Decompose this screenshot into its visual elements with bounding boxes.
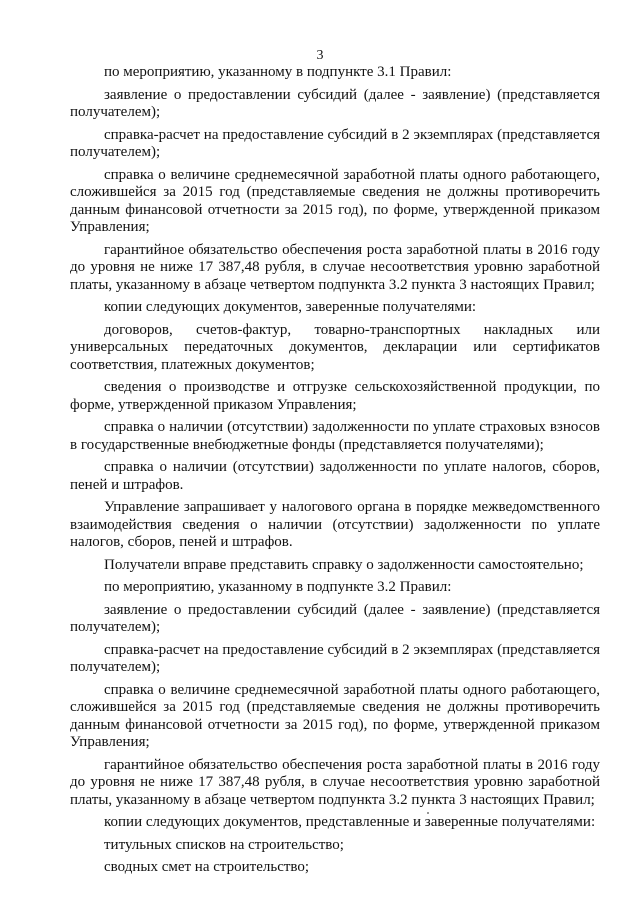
paragraph: титульных списков на строительство; <box>104 836 344 853</box>
paragraph: копии следующих документов, заверенные получателями: <box>104 299 477 315</box>
paragraph: копии следующих документов, представленные и заверенные получателями: <box>104 814 596 830</box>
paragraph: сводных смет на строительство; <box>104 859 310 875</box>
paragraph: гарантийное обязательство обеспечения роста заработной платы в 2016 году до уровня не ниже 17 387,48 рубля, в случае несоответствия уровню заработной платы, указанному в абзаце четвертом подпункта 3.2 пункта 3 настоящих Правил; <box>70 756 600 808</box>
paragraph: договоров, счетов-фактур, товарно-транспортных накладных или универсальных передаточных документов, декларации или сертификатов соответствия, платежных документов; <box>70 321 600 373</box>
paragraph: справка-расчет на предоставление субсидий в 2 экземплярах (представляется получателем); <box>70 126 600 160</box>
paragraph: Получатели вправе представить справку о задолженности самостоятельно; <box>104 556 584 573</box>
document-body <box>70 64 600 877</box>
paragraph: заявление о предоставлении субсидий (далее - заявление) (представляется получателем); <box>70 86 600 120</box>
paragraph: заявление о предоставлении субсидий (далее - заявление) (представляется получателем); <box>70 601 600 635</box>
page-number: 3 <box>316 48 324 63</box>
paragraph: справка о наличии (отсутствии) задолженности по уплате налогов, сборов, пеней и штрафов. <box>70 459 600 493</box>
paragraph: справка о величине среднемесячной заработной платы одного работающего, сложившейся за 2015 год (представляемые сведения не должны противоречить данным финансовой отчетности за 2015 год), по форме, утвержденной приказом Управления; <box>70 166 600 235</box>
paragraph: справка о величине среднемесячной заработной платы одного работающего, сложившейся за 2015 год (представляемые сведения не должны противоречить данным финансовой отчетности за 2015 год), по форме, утвержденной приказом Управления; <box>70 681 600 750</box>
paragraph: сведения о производстве и отгрузке сельскохозяйственной продукции, по форме, утвержденной приказом Управления; <box>70 379 600 413</box>
paragraph: по мероприятию, указанному в подпункте 3.2 Правил: <box>104 579 452 595</box>
scan-speck <box>427 812 429 814</box>
paragraph: по мероприятию, указанному в подпункте 3.1 Правил: <box>104 64 452 80</box>
paragraph: справка о наличии (отсутствии) задолженности по уплате страховых взносов в государственные внебюджетные фонды (представляется получателями); <box>70 419 600 453</box>
paragraph: справка-расчет на предоставление субсидий в 2 экземплярах (представляется получателем); <box>70 641 600 675</box>
paragraph: Управление запрашивает у налогового органа в порядке межведомственного взаимодействия сведения о наличии (отсутствии) задолженности по уплате налогов, сборов, пеней и штрафов. <box>70 499 600 550</box>
paragraph: гарантийное обязательство обеспечения роста заработной платы в 2016 году до уровня не ниже 17 387,48 рубля, в случае несоответствия уровню заработной платы, указанному в абзаце четвертом подпункта 3.2 пункта 3 настоящих Правил; <box>70 241 600 293</box>
